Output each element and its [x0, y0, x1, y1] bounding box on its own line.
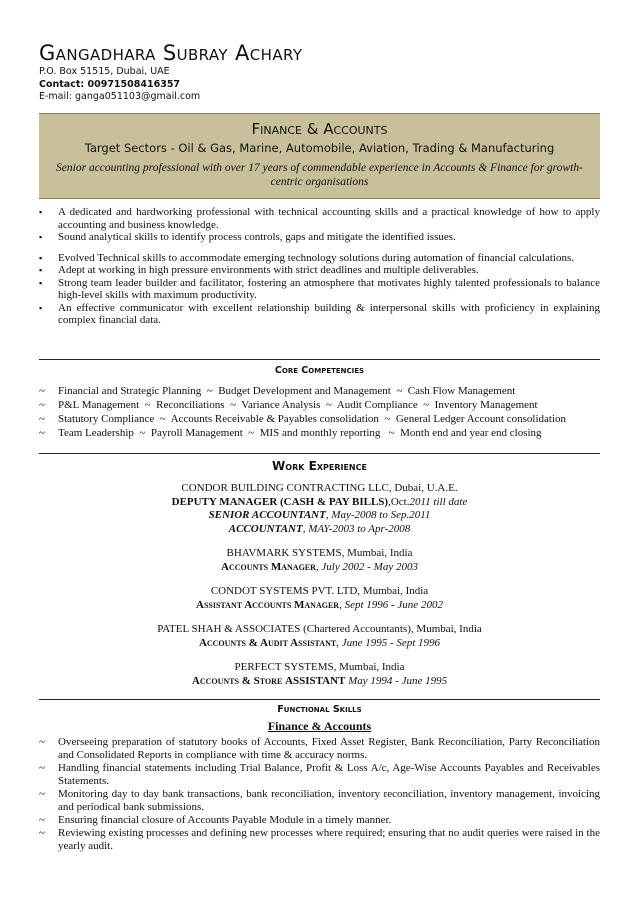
bullet-marker: ▪: [39, 277, 43, 288]
banner-title: Finance & Accounts: [251, 120, 388, 138]
employer-condot: CONDOT SYSTEMS PVT. LTD, Mumbai, India: [210, 585, 429, 597]
role-title: Accounts Manager: [221, 560, 316, 573]
list-item: [39, 788, 600, 814]
bullet-marker: ▪: [39, 252, 43, 263]
role-date: , Sept 1996 - June 2002: [339, 598, 443, 611]
role-title: Accounts & Store: [191, 674, 283, 687]
tilde-marker: ~: [39, 385, 45, 397]
profile-bullets: [39, 206, 600, 327]
competency-row: [39, 426, 600, 440]
skill-text: Ensuring financial closure of Accounts Payable Module in a timely manner.: [58, 814, 392, 826]
role-date: , July 2002 - May 2003: [315, 560, 418, 573]
functional-skills: [39, 720, 600, 853]
list-item: [39, 264, 600, 277]
role-date: , June 1995 - Sept 1996: [336, 636, 441, 649]
competency-row: [39, 384, 600, 398]
skill-text: Handling financial statements including Trial Balance, Profit & Loss A/c, Age-Wise Accounts Payables and Receivables Statements.: [58, 762, 600, 787]
role-line: [39, 675, 600, 689]
list-item: [39, 206, 600, 231]
role-title: DEPUTY MANAGER (CASH & PAY BILLS): [171, 495, 389, 508]
profile-summary: Senior accounting professional with over 17 years of commendable experience in Accounts & Finance for growth-centric organisations: [56, 162, 583, 188]
tilde-marker: ~: [39, 736, 45, 748]
role-line: [39, 509, 600, 523]
tilde-marker: ~: [39, 762, 45, 774]
role-date: , MAY-2003 to Apr-2008: [302, 522, 411, 535]
employer-perfect: PERFECT SYSTEMS, Mumbai, India: [234, 661, 405, 673]
skill-text: Monitoring day to day bank transactions, bank reconciliation, inventory reconciliation, inventory management, invoicing and periodical bank submissions.: [58, 788, 600, 813]
role-line: [39, 523, 600, 537]
employer-bhavmark: BHAVMARK SYSTEMS, Mumbai, India: [226, 547, 413, 559]
contact-phone-text: Contact: 00971508416357: [39, 78, 181, 90]
competency-text: P&L Management ~ Reconciliations ~ Variance Analysis ~ Audit Compliance ~ Inventory Management: [58, 399, 538, 411]
list-item: [39, 302, 600, 327]
target-sectors: Target Sectors - Oil & Gas, Marine, Automobile, Aviation, Trading & Manufacturing: [84, 141, 555, 155]
profile-banner: [39, 113, 600, 199]
candidate-name: Gangadhara Subray Achary: [39, 41, 303, 65]
bullet-marker: ▪: [39, 265, 43, 275]
skill-text: Overseeing preparation of statutory books of Accounts, Fixed Asset Register, Bank Reconciliation, Party Reconciliation and Consolidated Reports in compliance with time & accuracy norms.: [58, 736, 600, 761]
core-competencies-title: Core Competencies: [274, 365, 365, 376]
bullet-marker: ▪: [39, 232, 43, 242]
competency-text: Team Leadership ~ Payroll Management ~ MIS and monthly reporting ~ Month end and year end closing: [58, 427, 542, 439]
tilde-marker: ~: [39, 827, 45, 839]
resume-header: [39, 40, 302, 104]
bullet-text: Strong team leader builder and facilitator, fostering an atmosphere that motivates highly talented professionals to balance high-level skills with maximum productivity.: [58, 276, 600, 301]
work-experience-title: Work Experience: [272, 459, 367, 473]
list-item: [39, 827, 600, 853]
contact-phone: [39, 79, 302, 92]
role-date: , May-2008 to Sep.2011: [325, 509, 431, 521]
address: P.O. Box 51515, Dubai, UAE: [39, 66, 170, 77]
tilde-marker: ~: [39, 399, 45, 411]
functional-skills-title: Functional Skills: [277, 704, 362, 715]
employer-condor: CONDOR BUILDING CONTRACTING LLC, Dubai, U.A.E.: [181, 482, 458, 494]
tilde-marker: ~: [39, 427, 45, 439]
role-line: [39, 561, 600, 575]
role-title: ACCOUNTANT: [228, 522, 303, 535]
role-line: [39, 599, 600, 613]
list-item: [39, 736, 600, 762]
role-date: 2011 till date: [409, 495, 468, 508]
bullet-marker: ▪: [39, 302, 43, 313]
competency-text: Financial and Strategic Planning ~ Budget Development and Management ~ Cash Flow Management: [58, 385, 516, 397]
role-title: Accounts & Audit Assistant: [198, 636, 337, 649]
employer-patel: PATEL SHAH & ASSOCIATES (Chartered Accountants), Mumbai, India: [157, 623, 482, 635]
email: E-mail: ganga051103@gmail.com: [39, 91, 201, 102]
bullet-text: A dedicated and hardworking professional with technical accounting skills and a practical knowledge of how to apply accounting and business knowledge.: [58, 206, 600, 231]
list-item: [39, 252, 600, 265]
role-title: SENIOR ACCOUNTANT: [208, 509, 326, 521]
competency-row: [39, 398, 600, 412]
role-line: [39, 637, 600, 651]
bullet-marker: ▪: [39, 207, 43, 217]
tilde-marker: ~: [39, 788, 45, 800]
section-divider: [39, 699, 600, 700]
section-divider: [39, 359, 600, 360]
core-competencies: [39, 384, 600, 440]
competency-text: Statutory Compliance ~ Accounts Receivable & Payables consolidation ~ General Ledger Account consolidation: [58, 413, 566, 425]
tilde-marker: ~: [39, 814, 45, 826]
bullet-text: An effective communicator with excellent relationship building & interpersonal skills with proficiency in explaining complex financial data.: [58, 301, 600, 326]
list-item: [39, 762, 600, 788]
role-date-prefix: ,Oct.: [388, 495, 410, 508]
role-title: Assistant Accounts Manager: [196, 598, 340, 611]
role-title-caps: ASSISTANT: [285, 674, 346, 687]
competency-row: [39, 412, 600, 426]
list-item: [39, 231, 600, 244]
role-date: May 1994 - June 1995: [348, 674, 448, 687]
work-experience: [39, 482, 600, 688]
role-line: [39, 496, 600, 510]
tilde-marker: ~: [39, 413, 45, 425]
functional-subtitle: Finance & Accounts: [267, 719, 372, 733]
list-item: [39, 277, 600, 302]
bullet-text: Evolved Technical skills to accommodate emerging technology solutions during automation of financial calculations.: [58, 251, 575, 264]
list-item: [39, 814, 600, 827]
skill-text: Reviewing existing processes and defining new processes where required; ensuring that no audit queries were raised in the yearly audit.: [58, 827, 600, 852]
section-divider: [39, 453, 600, 454]
bullet-text: Sound analytical skills to identify process controls, gaps and mitigate the identified issues.: [58, 231, 456, 243]
bullet-text: Adept at working in high pressure environments with strict deadlines and multiple deliverables.: [58, 264, 479, 276]
